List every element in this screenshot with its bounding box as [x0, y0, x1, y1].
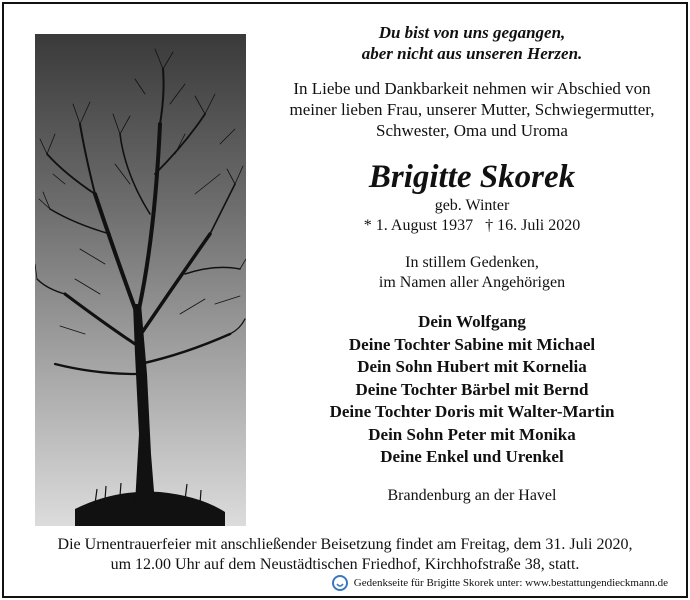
- death-date: † 16. Juli 2020: [485, 217, 581, 234]
- tree-silhouette-icon: [35, 34, 246, 526]
- family-member: Dein Sohn Hubert mit Kornelia: [357, 357, 587, 376]
- deceased-name: Brigitte Skorek: [368, 159, 576, 195]
- memorial-logo-icon: [332, 575, 348, 591]
- memorial-page-link[interactable]: Gedenkseite für Brigitte Skorek unter: www.bestattungendieckmann.de: [353, 577, 668, 589]
- family-member: Dein Sohn Peter mit Monika: [368, 424, 576, 444]
- obituary-text: [266, 22, 678, 506]
- place-text: Brandenburg an der Havel: [387, 486, 557, 504]
- footer: [332, 575, 668, 591]
- intro-text: In Liebe und Dankbarkeit nehmen wir Abschied von meiner lieben Frau, unserer Mutter, Schwiegermutter, Schwester, Oma und Uroma: [289, 79, 655, 140]
- family-member: Deine Tochter Sabine mit Michael: [348, 334, 596, 354]
- memorial-quote: Du bist von uns gegangen, aber nicht aus unseren Herzen.: [361, 23, 583, 63]
- maiden-name: geb. Winter: [434, 197, 510, 214]
- birth-date: * 1. August 1937: [363, 217, 474, 234]
- obituary-frame: [2, 2, 688, 598]
- family-member: Dein Wolfgang: [418, 312, 526, 331]
- family-member: Deine Tochter Bärbel mit Bernd: [355, 379, 589, 399]
- family-list: [266, 311, 678, 469]
- life-dates: [266, 216, 678, 236]
- family-member: Deine Tochter Doris mit Walter-Martin: [329, 402, 615, 421]
- ceremony-text: Die Urnentrauerfeier mit anschließender Beisetzung findet am Freitag, dem 31. Juli 2020, um 12.00 Uhr auf dem Neustädtischen Friedhof, Kirchhofstraße 38, statt.: [57, 536, 633, 573]
- tree-photo: [35, 34, 246, 526]
- family-member: Deine Enkel und Urenkel: [380, 447, 564, 466]
- memory-text: In stillem Gedenken, im Namen aller Angehörigen: [378, 254, 566, 291]
